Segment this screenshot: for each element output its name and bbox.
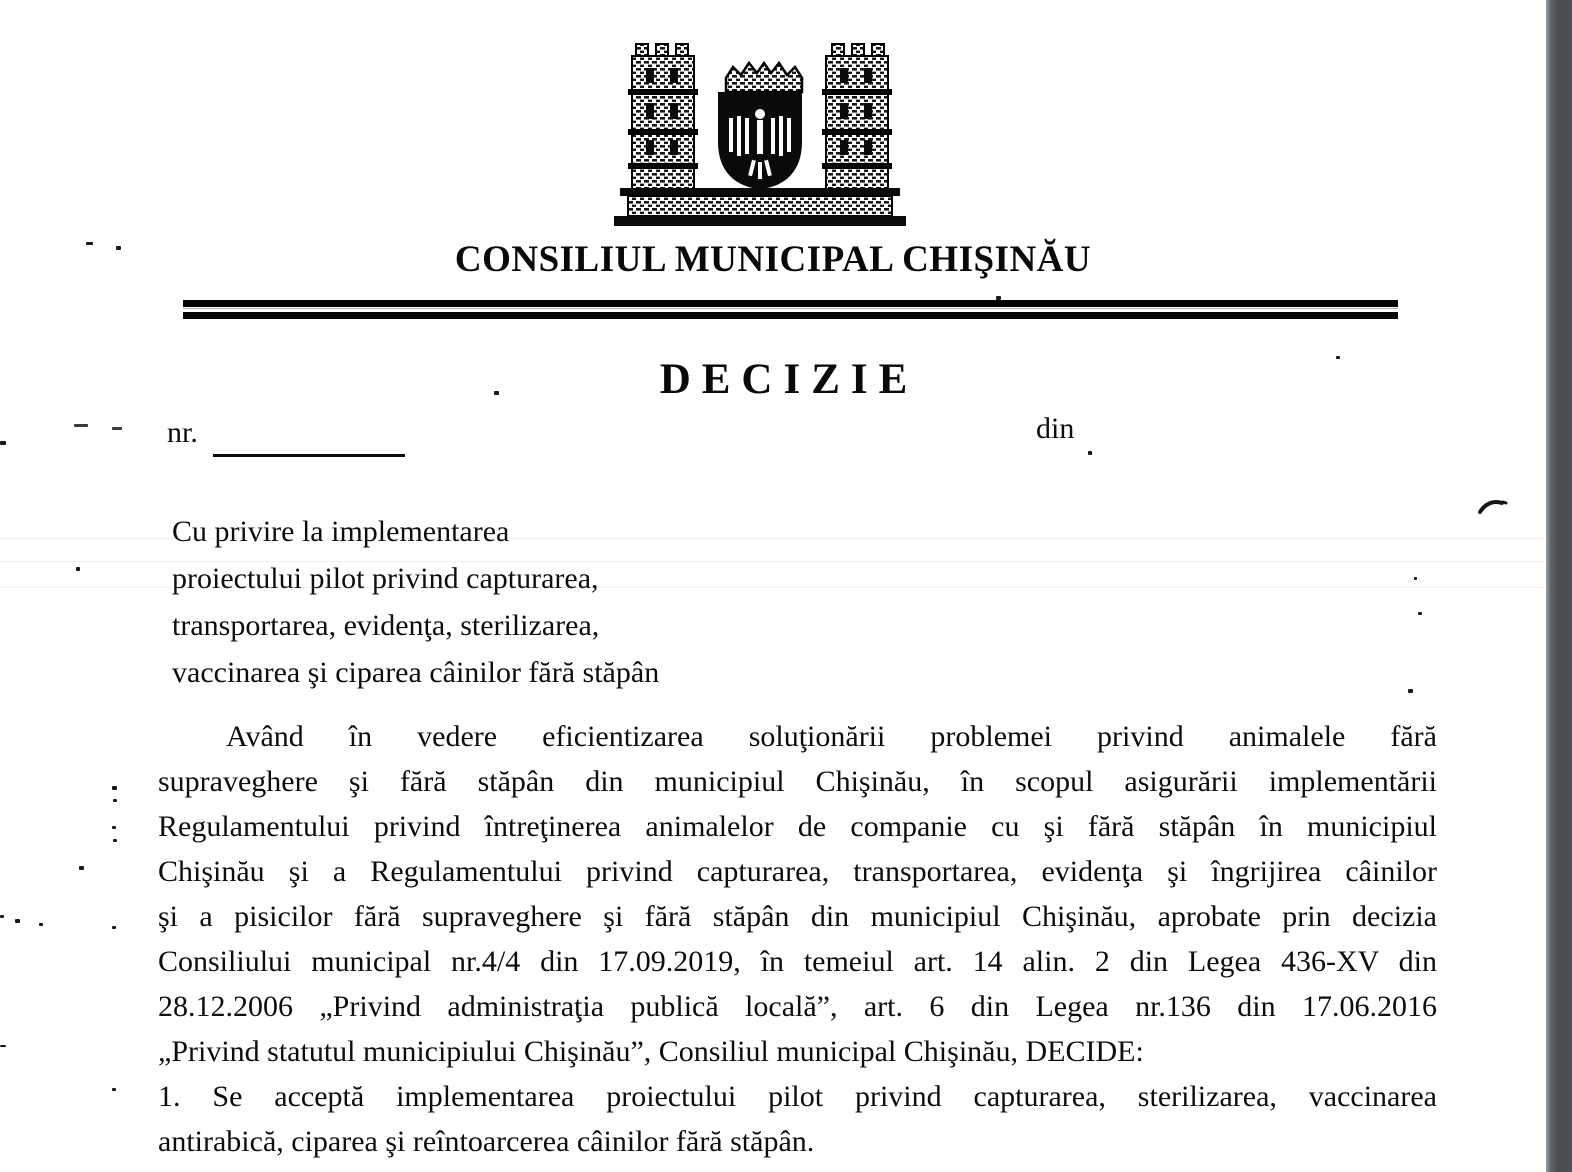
body-line: 28.12.2006 „Privind administraţia publică locală”, art. 6 din Legea nr.136 din 17.06.2016 — [158, 990, 1437, 1023]
scan-speck — [0, 915, 4, 918]
subject-line: transportarea, evidenţa, sterilizarea, — [172, 609, 600, 642]
scan-speck — [79, 866, 84, 870]
shield-with-eagle — [718, 92, 802, 189]
coat-of-arms-icon — [612, 40, 908, 228]
body-line: supraveghere şi fără stăpân din municipiul Chişinău, în scopul asigurării implementării — [158, 765, 1437, 798]
body-paragraph — [158, 714, 1437, 1164]
scan-speck — [112, 826, 116, 829]
pen-mark — [1478, 498, 1508, 516]
subject-line: proiectului pilot privind capturarea, — [172, 562, 599, 595]
body-line: Chişinău şi a Regulamentului privind capturarea, transportarea, evidenţa şi îngrijirea câinilor — [158, 855, 1437, 888]
scan-streak — [0, 561, 1546, 562]
number-blank-line — [213, 454, 405, 457]
scan-streak — [0, 587, 1546, 588]
crown — [726, 63, 802, 92]
left-tower — [629, 44, 697, 190]
body-line: antirabică, ciparea şi reîntoarcerea câinilor fără stăpân. — [158, 1125, 815, 1158]
scan-speck — [112, 427, 122, 430]
body-line: Regulamentului privind întreţinerea animalelor de companie cu şi fără stăpân în municipiul — [158, 810, 1437, 843]
scan-speck — [1408, 689, 1413, 693]
scan-speck — [116, 246, 121, 250]
pedestal — [614, 188, 906, 226]
date-label: din — [1036, 412, 1075, 445]
right-tower — [823, 44, 891, 190]
scan-speck — [15, 919, 20, 923]
scan-speck — [1414, 577, 1417, 580]
doc-title: DECIZIE — [659, 356, 919, 403]
body-line: Consiliului municipal nr.4/4 din 17.09.2019, în temeiul art. 14 alin. 2 din Legea 436-XV din — [158, 945, 1437, 978]
scan-speck — [113, 799, 117, 802]
scan-speck — [112, 926, 116, 929]
scan-speck — [112, 786, 117, 790]
body-line: 1. Se acceptă implementarea proiectului pilot privind capturarea, sterilizarea, vaccinarea — [158, 1080, 1437, 1113]
scan-speck — [76, 567, 80, 571]
scan-speck — [74, 424, 88, 427]
scan-speck — [86, 242, 93, 245]
subject-line: Cu privire la implementarea — [172, 515, 510, 548]
scan-speck — [996, 296, 1001, 300]
body-line: Având în vedere eficientizarea soluţionării problemei privind animalele fără — [226, 720, 1437, 753]
scan-speck — [1088, 451, 1092, 455]
subject-block — [172, 508, 932, 696]
org-name-heading: CONSILIUL MUNICIPAL CHIŞINĂU — [454, 239, 1092, 280]
scan-streak — [0, 538, 1546, 539]
number-label: nr. — [167, 416, 198, 449]
subject-line: vaccinarea şi ciparea câinilor fără stăpân — [172, 656, 660, 689]
scan-speck — [1336, 356, 1340, 359]
body-line: „Privind statutul municipiului Chişinău”, Consiliul municipal Chişinău, DECIDE: — [158, 1035, 1144, 1068]
header-rule — [183, 300, 1398, 320]
scan-speck — [39, 923, 43, 926]
scan-speck — [0, 1045, 6, 1047]
scan-speck — [494, 391, 499, 395]
scan-speck — [1418, 612, 1422, 615]
scan-speck — [113, 839, 117, 842]
body-line: şi a pisicilor fără supraveghere şi fără stăpân din municipiul Chişinău, aprobate prin decizia — [158, 900, 1437, 933]
scan-speck — [112, 1088, 116, 1091]
scan-speck — [0, 441, 6, 445]
scan-border-right — [1546, 0, 1572, 1172]
